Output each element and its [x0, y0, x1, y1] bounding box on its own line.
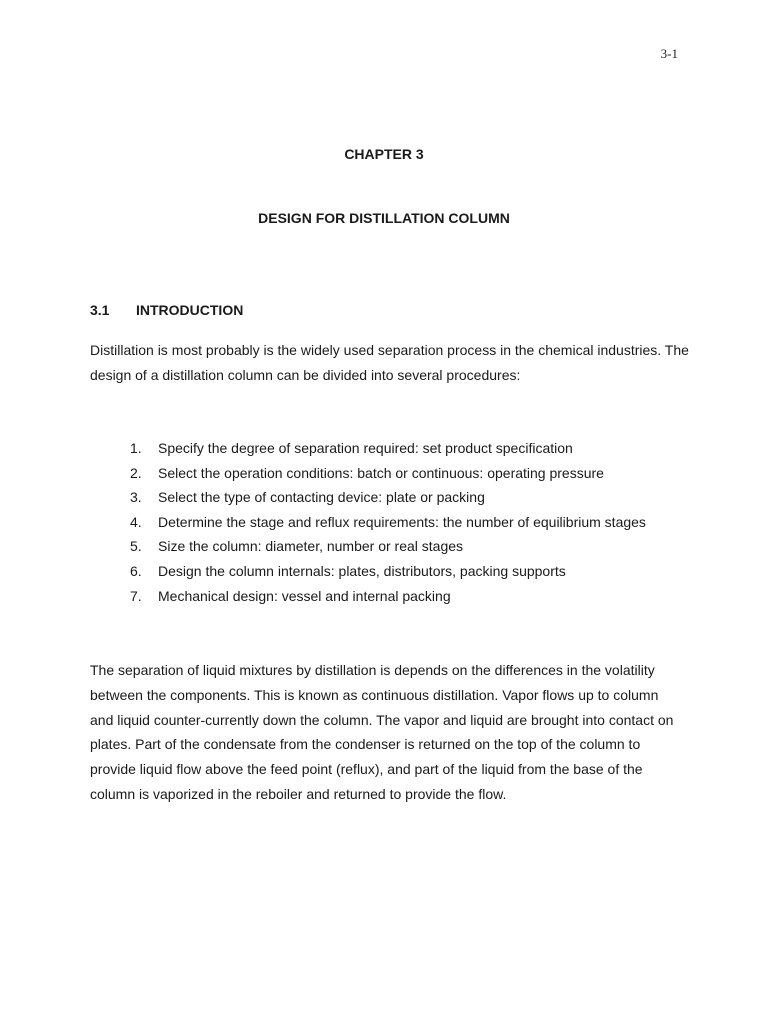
- list-item-number: 4.: [130, 513, 142, 530]
- list-item-number: 5.: [130, 538, 142, 555]
- list-item-text: Size the column: diameter, number or real stages: [158, 538, 464, 555]
- list-item: [130, 436, 690, 461]
- list-item-text: Select the type of contacting device: plate or packing: [158, 489, 485, 506]
- list-item-number: 7.: [130, 587, 142, 604]
- page-number: 3-1: [660, 46, 678, 61]
- list-item-number: 3.: [130, 489, 142, 506]
- list-item-number: 6.: [130, 562, 142, 579]
- list-item: [130, 584, 690, 609]
- list-item-text: Specify the degree of separation required: set product specification: [158, 440, 573, 456]
- list-item: [130, 461, 690, 486]
- list-item-text: Mechanical design: vessel and internal packing: [158, 587, 451, 604]
- list-item-number: 1.: [130, 440, 142, 456]
- list-item-text: Determine the stage and reflux requirements: the number of equilibrium stages: [158, 513, 646, 530]
- list-item: [130, 510, 690, 535]
- separation-paragraph: The separation of liquid mixtures by distillation is depends on the differences in the volatility between the components. This is known as continuous distillation. Vapor flows up to column and liquid counter-currently down the column. The vapor and liquid are brought into contact on plates. Part of the condensate from the condenser is returned on the top of the column to provide liquid flow above the feed point (reflux), and part of the liquid from the base of the column is vaporized in the reboiler and returned to provide the flow.: [90, 662, 674, 802]
- chapter-label: CHAPTER 3: [344, 146, 424, 162]
- list-item-text: Select the operation conditions: batch or continuous: operating pressure: [158, 464, 604, 481]
- section-heading: [90, 302, 243, 318]
- list-item: [130, 559, 690, 584]
- list-item: [130, 485, 690, 510]
- intro-paragraph: Distillation is most probably is the widely used separation process in the chemical industries. The design of a distillation column can be divided into several procedures:: [90, 342, 689, 383]
- chapter-title: DESIGN FOR DISTILLATION COLUMN: [258, 210, 510, 226]
- procedure-list: [130, 436, 690, 608]
- section-title: INTRODUCTION: [136, 302, 244, 318]
- section-number: 3.1: [90, 302, 110, 318]
- list-item: [130, 534, 690, 559]
- list-item-number: 2.: [130, 464, 142, 481]
- list-item-text: Design the column internals: plates, distributors, packing supports: [158, 562, 566, 579]
